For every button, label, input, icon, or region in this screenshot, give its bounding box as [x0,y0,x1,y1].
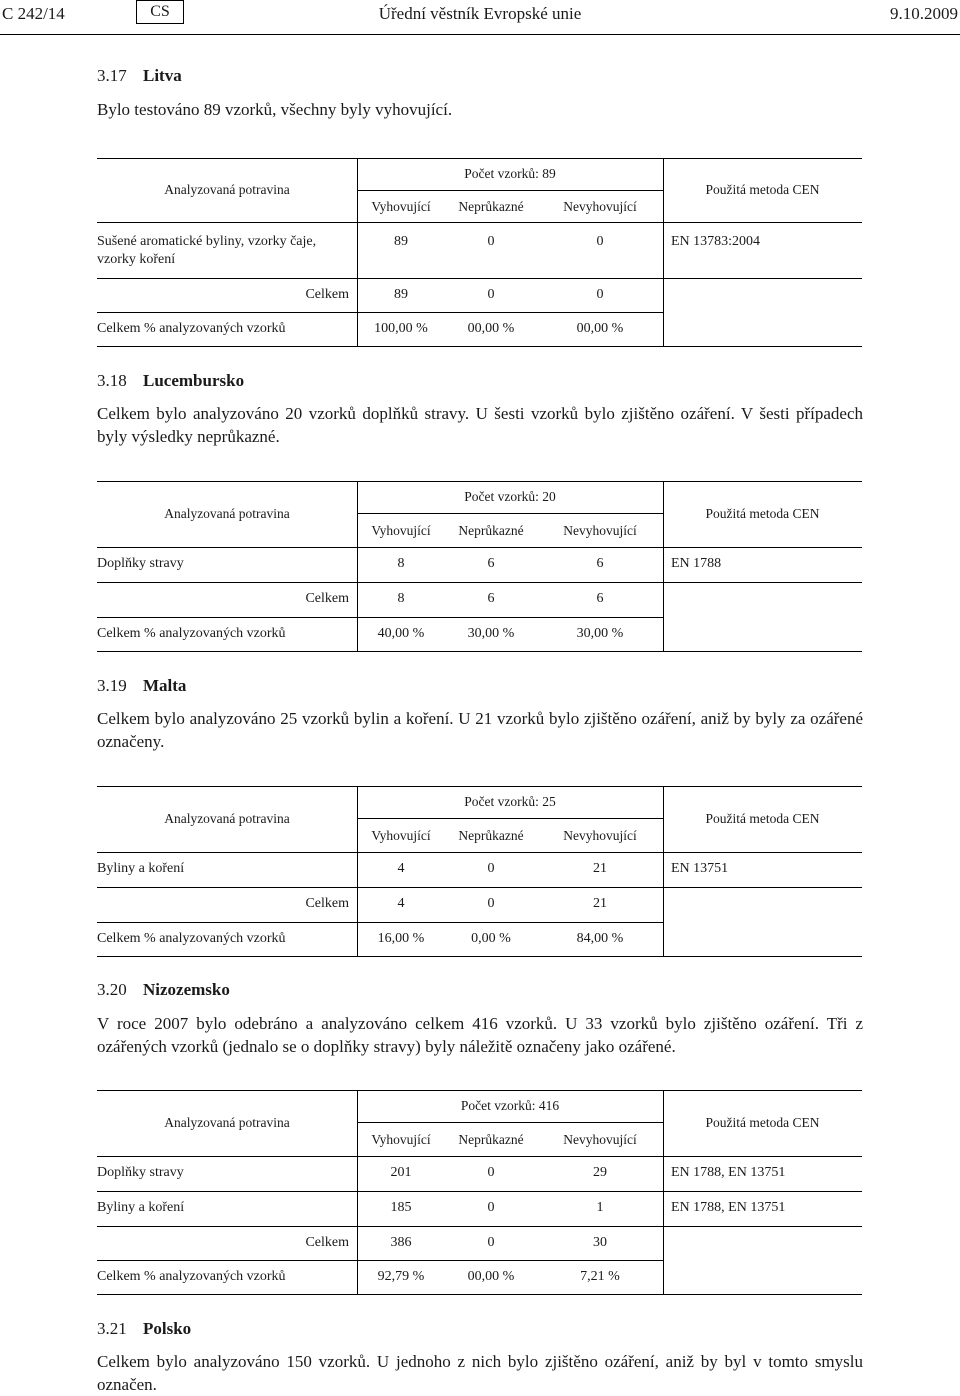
cen-method: EN 1788 [671,556,722,571]
column-header-food: Analyzovaná potravina [164,182,290,197]
total-compliant: 8 [397,591,405,606]
section-title: Litva [143,66,182,85]
sample-count-header: Počet vzorků: 25 [464,794,556,809]
food-name: Doplňky stravy [97,556,184,571]
inconclusive-count: 0 [487,234,495,249]
column-header-method: Použitá metoda CEN [705,182,820,197]
section-title: Nizozemsko [143,980,230,999]
total-inconclusive: 0 [487,287,495,302]
results-table [97,481,862,653]
noncompliant-count: 29 [593,1165,607,1180]
section-number: 3.17 [97,66,127,85]
food-name: Byliny a koření [97,1200,185,1215]
column-header-food: Analyzovaná potravina [164,1115,290,1130]
cen-method: EN 1788, EN 13751 [671,1165,786,1180]
column-header-noncompliant: Nevyhovující [563,828,637,843]
column-header-compliant: Vyhovující [371,1132,431,1147]
language-badge: CS [136,0,184,24]
column-header-method: Použitá metoda CEN [705,506,820,521]
cen-method: EN 13783:2004 [671,234,761,249]
food-name: Byliny a koření [97,861,185,876]
section-heading [97,66,182,86]
column-header-noncompliant: Nevyhovující [563,1132,637,1147]
total-noncompliant: 0 [596,287,604,302]
compliant-count: 8 [397,556,405,571]
total-noncompliant: 21 [593,896,607,911]
column-header-inconclusive: Neprůkazné [458,199,524,214]
journal-title: Úřední věstník Evropské unie [378,4,582,23]
cen-method: EN 1788, EN 13751 [671,1200,786,1215]
total-inconclusive: 6 [487,591,495,606]
inconclusive-count: 0 [487,1165,495,1180]
compliant-count: 185 [390,1200,412,1215]
section-number: 3.19 [97,676,127,695]
section-text: V roce 2007 bylo odebráno a analyzováno celkem 416 vzorků. U 33 vzorků bylo zjištěno ozáření. Tři z ozářených vzorků (jednalo se o doplňky stravy) byly náležitě označeny jako ozářené. [97,1014,863,1056]
section-heading [97,1319,191,1339]
results-table [97,158,862,348]
inconclusive-count: 6 [487,556,495,571]
section-number: 3.18 [97,371,127,390]
section-heading [97,980,230,1000]
section-text: Celkem bylo analyzováno 20 vzorků doplňků stravy. U šesti vzorků bylo zjištěno ozáření. V šesti případech byly výsledky neprůkazné. [97,404,863,446]
column-header-inconclusive: Neprůkazné [458,1132,524,1147]
section-number: 3.21 [97,1319,127,1338]
percent-label: Celkem % analyzovaných vzorků [97,1269,286,1284]
percent-noncompliant: 84,00 % [576,931,624,946]
page-header [0,0,960,35]
noncompliant-count: 0 [596,234,604,249]
journal-date: 9.10.2009 [890,4,958,23]
compliant-count: 201 [390,1165,412,1180]
noncompliant-count: 21 [593,861,607,876]
section-title: Lucembursko [143,371,245,390]
noncompliant-count: 1 [596,1200,604,1215]
total-noncompliant: 6 [596,591,604,606]
column-header-inconclusive: Neprůkazné [458,523,524,538]
inconclusive-count: 0 [487,1200,495,1215]
results-table [97,786,862,958]
percent-noncompliant: 7,21 % [580,1269,620,1284]
column-header-noncompliant: Nevyhovující [563,523,637,538]
section-heading [97,676,186,696]
section-heading [97,371,244,391]
percent-label: Celkem % analyzovaných vzorků [97,321,286,336]
section-number: 3.20 [97,980,127,999]
total-label: Celkem [305,1235,349,1250]
section-title: Malta [143,676,187,695]
total-compliant: 4 [397,896,405,911]
total-label: Celkem [305,591,349,606]
sample-count-header: Počet vzorků: 416 [460,1098,560,1113]
percent-compliant: 92,79 % [377,1269,425,1284]
column-header-compliant: Vyhovující [371,523,431,538]
compliant-count: 4 [397,861,405,876]
column-header-method: Použitá metoda CEN [705,1115,820,1130]
percent-compliant: 16,00 % [377,931,425,946]
cen-method: EN 13751 [671,861,729,876]
total-compliant: 89 [394,287,408,302]
percent-label: Celkem % analyzovaných vzorků [97,626,286,641]
sample-count-header: Počet vzorků: 20 [464,489,556,504]
food-name: Sušené aromatické byliny, vzorky čaje, [97,234,317,249]
journal-page-number: C 242/14 [2,4,65,23]
total-label: Celkem [305,896,349,911]
total-inconclusive: 0 [487,896,495,911]
percent-compliant: 40,00 % [377,626,425,641]
total-inconclusive: 0 [487,1235,495,1250]
results-table [97,1090,862,1296]
total-label: Celkem [305,287,349,302]
percent-inconclusive: 30,00 % [467,626,515,641]
column-header-compliant: Vyhovující [371,828,431,843]
food-name-continued: vzorky koření [97,252,176,267]
section-text: Celkem bylo analyzováno 150 vzorků. U jednoho z nich bylo zjištěno ozáření, aniž by byl v tomto smyslu označen. [97,1352,863,1394]
percent-label: Celkem % analyzovaných vzorků [97,931,286,946]
percent-inconclusive: 0,00 % [471,931,511,946]
column-header-food: Analyzovaná potravina [164,506,290,521]
column-header-noncompliant: Nevyhovující [563,199,637,214]
compliant-count: 89 [394,234,408,249]
section-text: Celkem bylo analyzováno 25 vzorků bylin a koření. U 21 vzorků bylo zjištěno ozáření, aniž by byly za ozářené označeny. [97,709,863,751]
section-text: Bylo testováno 89 vzorků, všechny byly vyhovující. [97,100,453,119]
percent-noncompliant: 00,00 % [576,321,624,336]
column-header-compliant: Vyhovující [371,199,431,214]
column-header-method: Použitá metoda CEN [705,811,820,826]
percent-inconclusive: 00,00 % [467,321,515,336]
total-noncompliant: 30 [593,1235,607,1250]
column-header-food: Analyzovaná potravina [164,811,290,826]
percent-inconclusive: 00,00 % [467,1269,515,1284]
total-compliant: 386 [390,1235,412,1250]
percent-noncompliant: 30,00 % [576,626,624,641]
percent-compliant: 100,00 % [374,321,428,336]
section-title: Polsko [143,1319,192,1338]
noncompliant-count: 6 [596,556,604,571]
column-header-inconclusive: Neprůkazné [458,828,524,843]
sample-count-header: Počet vzorků: 89 [464,166,556,181]
food-name: Doplňky stravy [97,1165,184,1180]
inconclusive-count: 0 [487,861,495,876]
